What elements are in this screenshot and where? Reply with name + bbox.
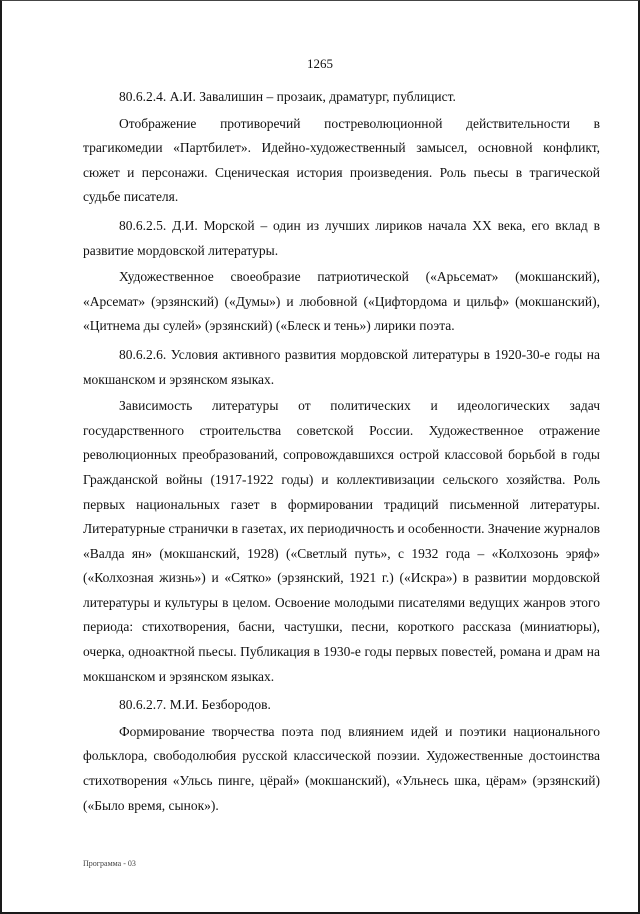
section-heading-80-6-2-5: 80.6.2.5. Д.И. Морской – один из лучших лириков начала XX века, его вклад в развитие мордовской литературы. xyxy=(83,217,600,258)
page-number: 1265 xyxy=(307,56,333,71)
section-heading-80-6-2-4: 80.6.2.4. А.И. Завалишин – прозаик, драматург, публицист. xyxy=(119,89,456,104)
paragraph-morskoy: Художественное своеобразие патриотической («Арьсемат» (мокшанский), «Арсемат» (эрзянский) («Думы») и любовной («Цифтордома и цильф» (мокшанский), «Цитнема ды сулей» (эрзянский) («Блеск и тень») лирики поэта. xyxy=(83,269,600,334)
section-heading-80-6-2-7: 80.6.2.7. М.И. Безбородов. xyxy=(119,697,271,713)
footer-note: Программа - 03 xyxy=(83,859,136,868)
paragraph-bezborodov: Формирование творчества поэта под влиянием идей и поэтики национального фольклора, свободолюбия русской классической поэзии. Художественные достоинства стихотворения «Ульсь пинге, цёрай» (мокшанский), «Ульнесь шка, цёрам» (эрзянский) («Было время, сынок»). xyxy=(83,723,600,813)
paragraph-literature-conditions: Зависимость литературы от политических и идеологических задач государственного строительства советской России. Художественное отражение революционных преобразований, сопровождавшихся острой классовой борьбой в годы Гражданской войны (1917-1922 годы) и коллективизации сельского хозяйства. Роль первых национальных газет в формировании традиций письменной литературы. Литературные странички в газетах, их периодичность и особенности. Значение журналов «Валда ян» (мокшанский, 1928) («Светлый путь», с 1932 года – «Колхозонь эряф» («Колхозная жизнь») и «Сятко» (эрзянский, 1921 г.) («Искра») в развитии мордовской литературы и культуры в целом. Освоение молодыми писателями ведущих жанров этого периода: стихотворения, басни, частушки, песни, короткого рассказа (миниатюры), очерка, одноактной пьесы. Публикация в 1930-е годы первых повестей, романа и драм на мокшанском и эрзянском языках. xyxy=(83,398,600,684)
paragraph-zavalishin: Отображение противоречий постреволюционной действительности в трагикомедии «Партбилет». Идейно-художественный замысел, основной конфликт, сюжет и персонажи. Сценическая история произведения. Роль пьесы в трагической судьбе писателя. xyxy=(83,115,600,205)
document-body xyxy=(83,85,600,822)
section-heading-80-6-2-6: 80.6.2.6. Условия активного развития мордовской литературы в 1920-30-е годы на мокшанском и эрзянском языках. xyxy=(83,346,600,387)
